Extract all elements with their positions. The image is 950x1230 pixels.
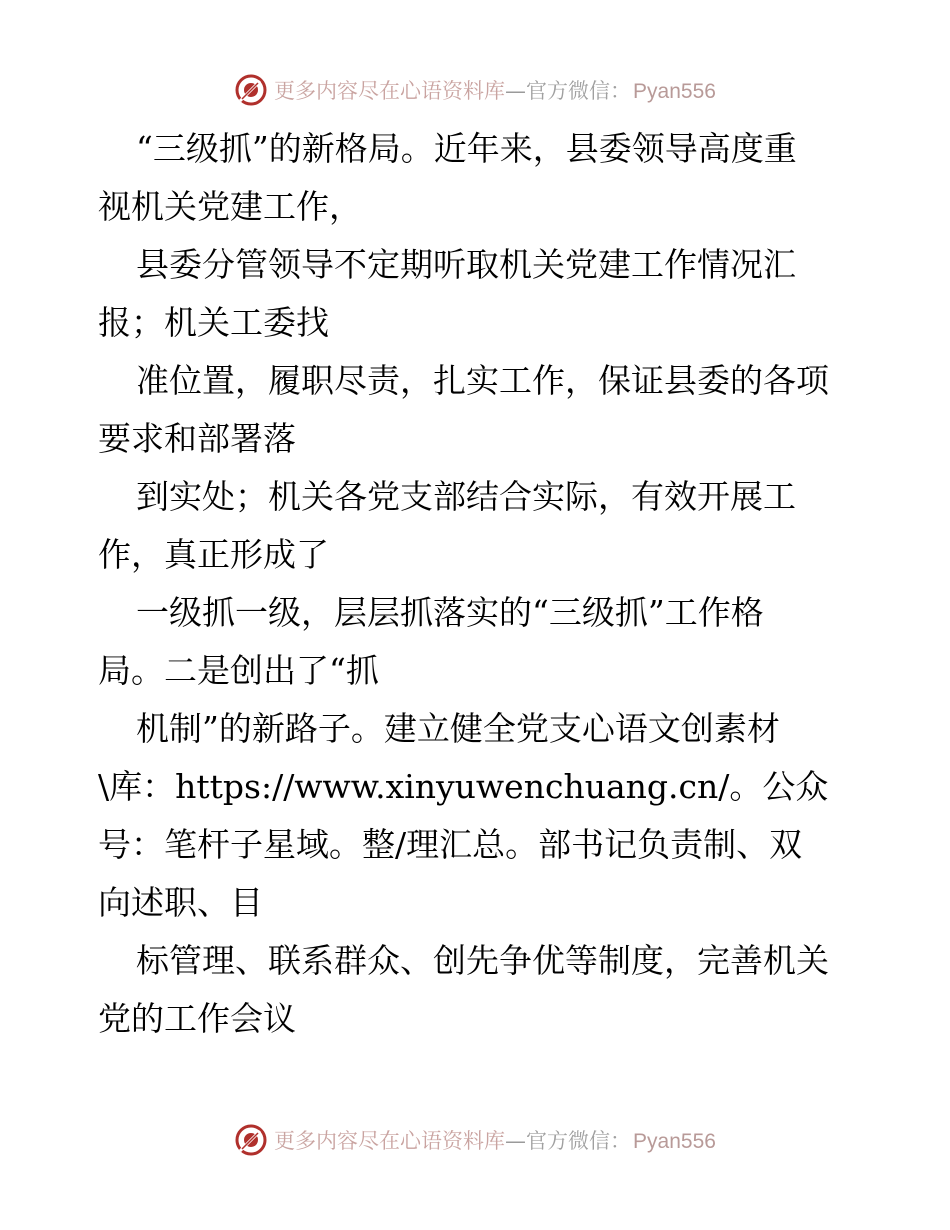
text-line: 准位置，履职尽责，扎实工作，保证县委的各项 [136,361,829,400]
watermark-group [234,1123,716,1157]
text-line: 向述职、目 [98,883,263,922]
document-body [98,120,858,1048]
text-line: 到实处；机关各党支部结合实际，有效开展工 [136,477,796,516]
watermark-main-text: 更多内容尽在心语资料库 [274,79,506,103]
text-line: 党的工作会议 [98,999,296,1038]
watermark-sub-text: 官方微信： [526,1129,632,1153]
watermark-sub-text: 官方微信： [526,79,632,103]
watermark-group [234,73,716,107]
text-line: 作，真正形成了 [98,535,329,574]
text-line: \库：https://www.xinyuwenchuang.cn/。公众 [98,767,829,806]
watermark-id-text: Pyan556 [633,1130,716,1153]
watermark-id-text: Pyan556 [633,80,716,103]
text-line: 视机关党建工作， [98,187,362,226]
text-line: 号：笔杆子星域。整/理汇总。部书记负责制、双 [98,825,803,864]
watermark-logo-icon [234,73,268,107]
text-line: 局。二是创出了“抓 [98,651,379,690]
watermark-dash: — [505,1129,527,1153]
watermark-main-text: 更多内容尽在心语资料库 [274,1129,506,1153]
watermark-logo-icon [234,1123,268,1157]
watermark-text [274,75,716,105]
footer-watermark [0,1120,950,1160]
watermark-dash: — [505,79,527,103]
text-line: “三级抓”的新格局。近年来，县委领导高度重 [136,129,797,168]
watermark-text [274,1125,716,1155]
text-line: 县委分管领导不定期听取机关党建工作情况汇 [136,245,796,284]
text-line: 报；机关工委找 [98,303,329,342]
header-watermark [0,70,950,110]
text-line: 一级抓一级，层层抓落实的“三级抓”工作格 [136,593,764,632]
text-line: 要求和部署落 [98,419,296,458]
text-line: 标管理、联系群众、创先争优等制度，完善机关 [136,941,829,980]
text-line: 机制”的新路子。建立健全党支心语文创素材 [136,709,780,748]
